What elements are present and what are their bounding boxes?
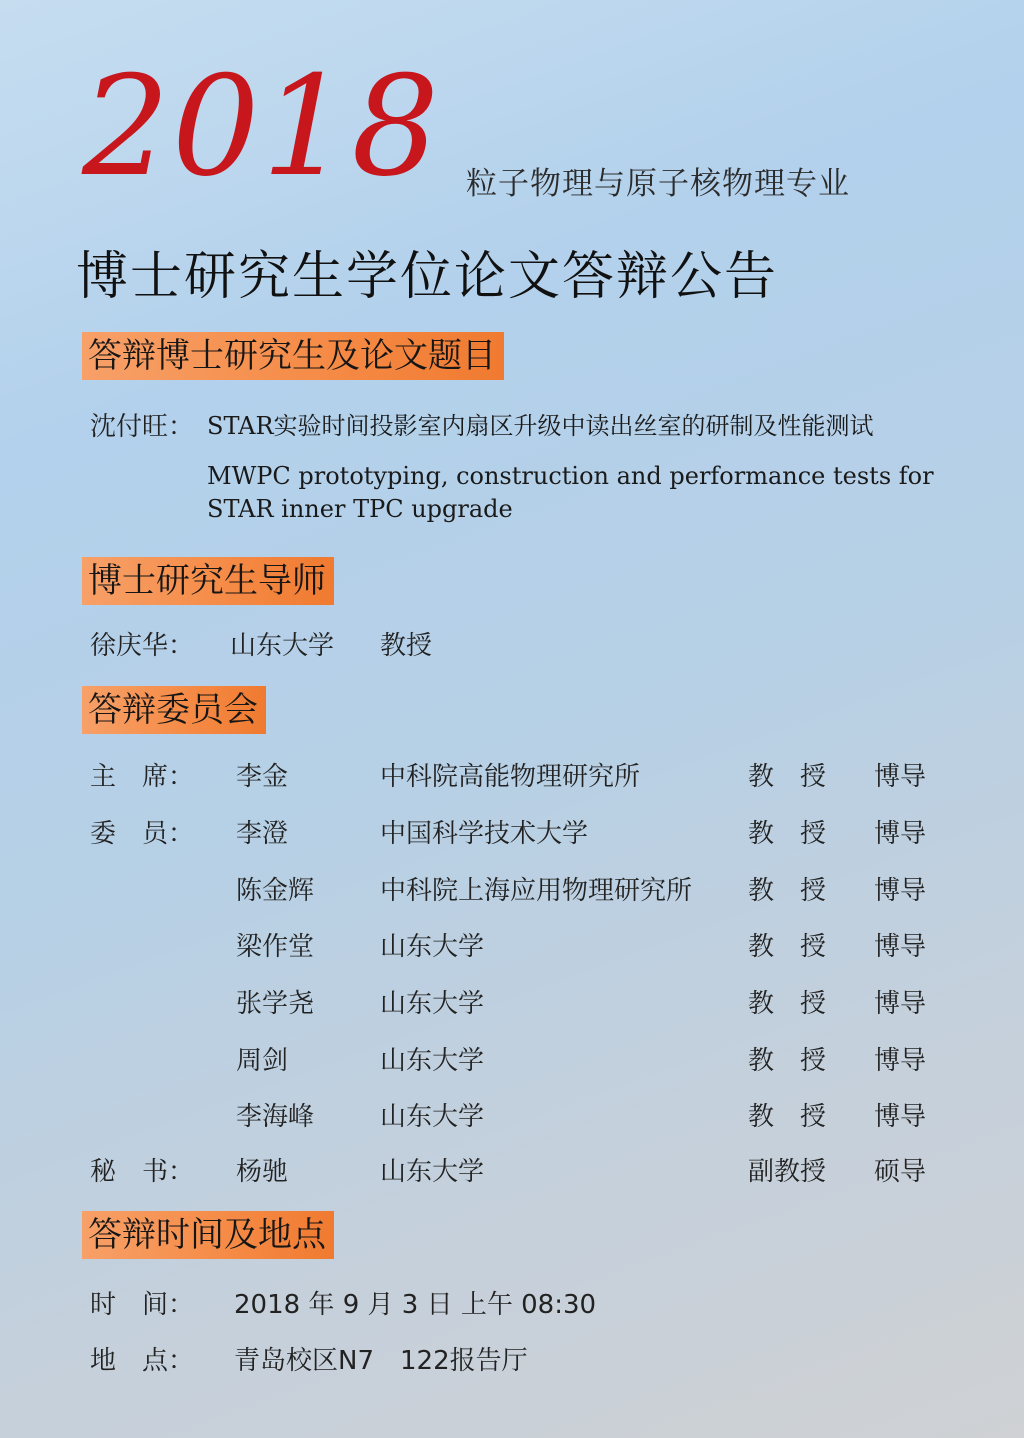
section-heading-thesis: 答辩博士研究生及论文题目 <box>82 332 504 380</box>
member-supervisor: 博导 <box>874 819 927 849</box>
member-name: 周剑 <box>236 1046 289 1076</box>
member-supervisor: 博导 <box>874 762 927 792</box>
advisor-rank: 教授 <box>380 631 433 661</box>
place-value: 青岛校区N7 122报告厅 <box>234 1346 528 1376</box>
member-unit: 中国科学技术大学 <box>380 819 589 849</box>
member-name: 李海峰 <box>236 1102 315 1132</box>
member-role: 主 席： <box>90 762 195 792</box>
year-heading: 2018 <box>82 46 442 207</box>
member-rank: 教 授 <box>748 819 827 849</box>
advisor-unit: 山东大学 <box>230 631 335 661</box>
member-name: 梁作堂 <box>236 932 315 962</box>
thesis-title-en-line2: STAR inner TPC upgrade <box>207 495 513 523</box>
member-rank: 教 授 <box>748 1046 827 1076</box>
member-unit: 山东大学 <box>380 989 485 1019</box>
member-name: 李金 <box>236 762 289 792</box>
member-name: 杨驰 <box>236 1157 289 1187</box>
member-supervisor: 博导 <box>874 932 927 962</box>
page-title: 博士研究生学位论文答辩公告 <box>76 247 779 307</box>
member-rank: 教 授 <box>748 762 827 792</box>
member-unit: 山东大学 <box>380 1046 485 1076</box>
member-name: 张学尧 <box>236 989 315 1019</box>
thesis-title-cn: STAR实验时间投影室内扇区升级中读出丝室的研制及性能测试 <box>207 412 874 440</box>
member-unit: 山东大学 <box>380 932 485 962</box>
member-unit: 山东大学 <box>380 1157 485 1187</box>
member-rank: 教 授 <box>748 989 827 1019</box>
thesis-title-en-line1: MWPC prototyping, construction and performance tests for <box>207 462 934 490</box>
member-role: 秘 书： <box>90 1157 195 1187</box>
member-unit: 中科院高能物理研究所 <box>380 762 641 792</box>
member-rank: 教 授 <box>748 932 827 962</box>
member-unit: 山东大学 <box>380 1102 485 1132</box>
member-rank: 副教授 <box>748 1157 827 1187</box>
member-unit: 中科院上海应用物理研究所 <box>380 876 693 906</box>
place-label: 地 点： <box>90 1346 195 1376</box>
member-rank: 教 授 <box>748 1102 827 1132</box>
member-supervisor: 博导 <box>874 1046 927 1076</box>
member-role: 委 员： <box>90 819 195 849</box>
major-subtitle: 粒子物理与原子核物理专业 <box>466 166 850 202</box>
advisor-name: 徐庆华： <box>90 631 195 661</box>
member-supervisor: 硕导 <box>874 1157 927 1187</box>
member-name: 陈金辉 <box>236 876 315 906</box>
section-heading-schedule: 答辩时间及地点 <box>82 1211 334 1259</box>
section-heading-committee: 答辩委员会 <box>82 686 266 734</box>
time-label: 时 间： <box>90 1290 195 1320</box>
section-heading-advisor: 博士研究生导师 <box>82 557 334 605</box>
student-label: 沈付旺： <box>90 412 195 442</box>
member-supervisor: 博导 <box>874 876 927 906</box>
member-rank: 教 授 <box>748 876 827 906</box>
member-supervisor: 博导 <box>874 989 927 1019</box>
time-value: 2018 年 9 月 3 日 上午 08:30 <box>234 1290 597 1320</box>
member-supervisor: 博导 <box>874 1102 927 1132</box>
member-name: 李澄 <box>236 819 289 849</box>
